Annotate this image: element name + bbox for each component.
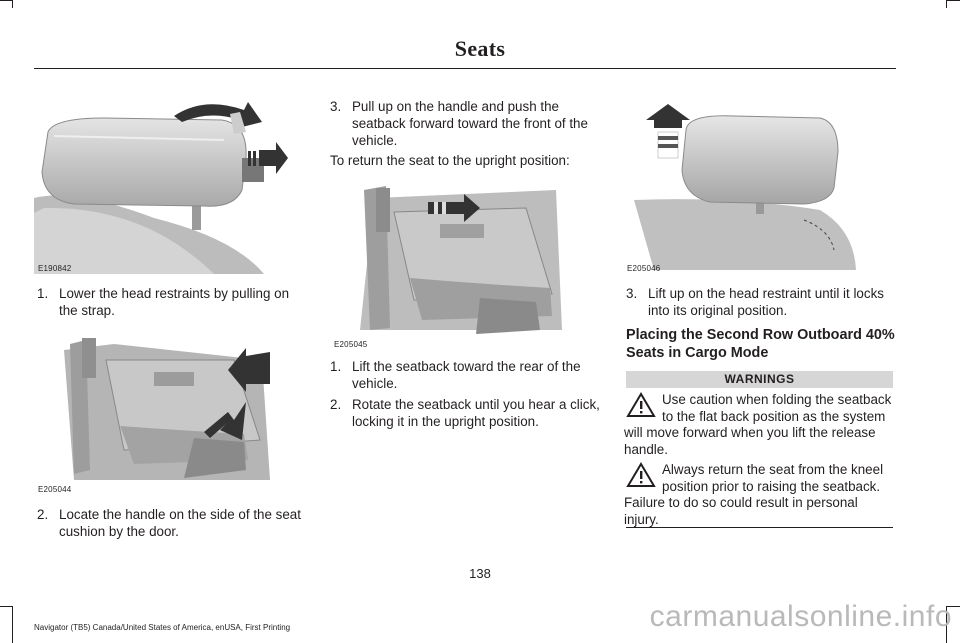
- step-text: Lift the seatback toward the rear of the vehicle.: [352, 359, 581, 391]
- crop-mark: [0, 606, 12, 607]
- warning-line: to the flat back position as the system: [662, 408, 886, 424]
- step-text: Lower the head restraints by pulling on the strap.: [59, 286, 290, 318]
- step-3: [330, 98, 602, 149]
- watermark: carmanualsonline.info: [649, 600, 952, 633]
- seatback-forward-illustration: [330, 180, 592, 340]
- warning-line: Use caution when folding the seatback: [662, 392, 892, 407]
- warnings-bar: WARNINGS: [626, 371, 893, 388]
- warning-rest: Failure to do so could result in personal injury.: [624, 495, 858, 527]
- figure-head-restraint-lower: [34, 88, 296, 274]
- figure-code: E205045: [334, 340, 368, 349]
- step-2: [37, 506, 309, 540]
- return-step-2: [330, 396, 605, 430]
- step-text: Lift up on the head restraint until it locks into its original position.: [648, 286, 884, 318]
- warning-line: position prior to raising the seatback.: [662, 478, 881, 494]
- figure-seat-handle: [34, 330, 296, 490]
- crop-mark: [946, 0, 960, 1]
- page-title: Seats: [454, 36, 506, 61]
- step-number: 2.: [330, 397, 342, 412]
- step-text: Rotate the seatback until you hear a click, locking it in the upright position.: [352, 397, 600, 429]
- step-1: [37, 285, 299, 319]
- return-intro: To return the seat to the upright position:: [330, 153, 570, 168]
- crop-mark: [12, 0, 13, 8]
- crop-mark: [0, 0, 12, 1]
- step-number: 2.: [37, 507, 49, 522]
- figure-code: E205046: [627, 264, 661, 273]
- step-number: 3.: [626, 286, 638, 301]
- head-restraint-raise-illustration: [624, 100, 894, 270]
- step-text: Locate the handle on the side of the seat cushion by the door.: [59, 507, 301, 539]
- section-heading: Placing the Second Row Outboard 40% Seats in Cargo Mode: [626, 327, 895, 361]
- crop-mark: [946, 0, 947, 8]
- step-3-right: [626, 285, 898, 319]
- warning-2: [624, 462, 896, 528]
- header-rule: [34, 68, 896, 69]
- step-text: Pull up on the handle and push the seatback forward toward the front of the vehicle.: [352, 99, 588, 148]
- warning-rest: will move forward when you lift the release handle.: [624, 425, 876, 457]
- head-restraint-illustration: [34, 88, 296, 274]
- return-step-1: [330, 358, 602, 392]
- step-number: 1.: [37, 286, 49, 301]
- figure-code: E190842: [38, 264, 72, 273]
- warnings-end-rule: [626, 527, 893, 528]
- warning-line: Always return the seat from the kneel: [662, 462, 884, 477]
- page-number: 138: [469, 566, 491, 581]
- step-number: 1.: [330, 359, 342, 374]
- figure-head-restraint-raise: [624, 100, 894, 270]
- figure-seatback-forward: [330, 180, 592, 340]
- crop-mark: [12, 606, 13, 643]
- publication-footer: Navigator (TB5) Canada/United States of America, enUSA, First Printing: [34, 623, 291, 632]
- warning-1: [624, 392, 896, 458]
- step-number: 3.: [330, 99, 342, 114]
- figure-code: E205044: [38, 485, 72, 494]
- seat-handle-illustration: [34, 330, 296, 490]
